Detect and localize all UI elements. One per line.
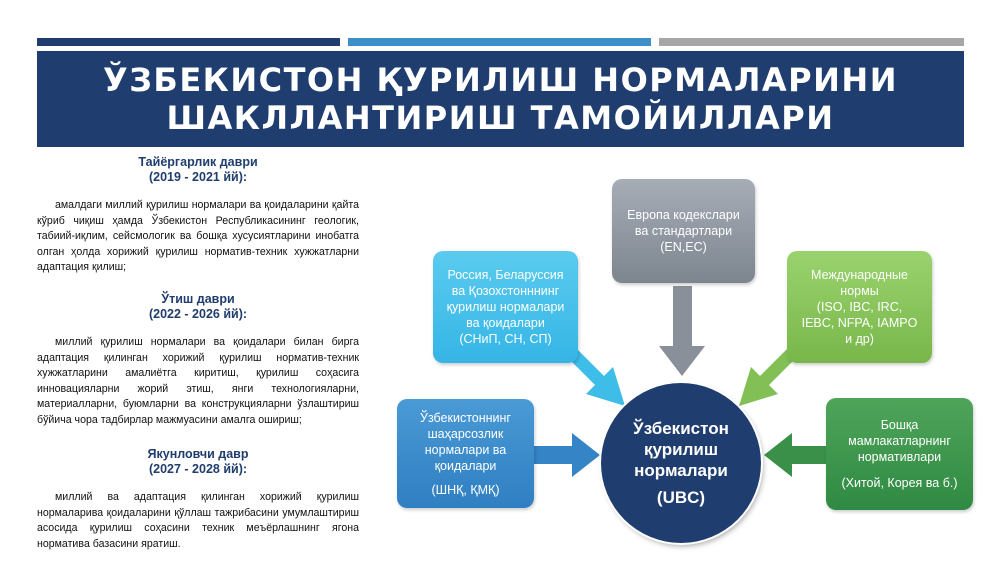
europe-line-2: ва стандартлари xyxy=(634,224,733,238)
source-box-russia xyxy=(433,251,578,363)
russia-line-1: Россия, Беларуссия xyxy=(447,268,564,282)
other-line-2: мамлакатларнинг xyxy=(848,434,951,448)
center-code: (UBC) xyxy=(656,488,706,507)
stage-1-title: Тайёргарлик даври xyxy=(138,155,258,169)
source-box-uzbekistan xyxy=(397,399,534,508)
europe-line-3: (EN,EC) xyxy=(660,240,707,254)
title-line-2: ШАКЛЛАНТИРИШ ТАМОЙИЛЛАРИ xyxy=(166,99,835,137)
intl-line-4: IEBC, NFPA, IAMPO xyxy=(801,316,918,330)
stage-3-period: (2027 - 2028 йй): xyxy=(148,462,248,476)
source-box-europe xyxy=(612,179,755,283)
uzb-line-5: (ШНҚ, ҚМҚ) xyxy=(431,482,500,497)
russia-line-2: ва Қозохстонннинг xyxy=(451,284,560,298)
stage-2-text: миллий қурилиш нормалари ва қоидалари билан бирга адаптация қилинган хорижий қурилиш норматив-техник хужжатларини амалиётга киритиш, қурилиш соҳасига инновацияларни жорий этиш, янги технологияларни, материалларни, буюмларни ва конструкцияларни ўзлаштириш бўйича чора тадбирлар мажмуасини амалга ошириш; xyxy=(37,336,359,426)
russia-line-4: ва қоидалари xyxy=(466,316,545,330)
intl-line-1: Международные xyxy=(811,268,908,282)
uzb-line-1: Ўзбекистоннинг xyxy=(420,410,511,425)
source-box-international xyxy=(787,251,932,363)
other-line-1: Бошқа xyxy=(880,418,919,432)
source-box-other-countries xyxy=(826,398,973,510)
intl-line-5: и др) xyxy=(845,332,874,346)
stage-2-period: (2022 - 2026 йй): xyxy=(148,307,248,321)
stage-1-text: амалдаги миллий қурилиш нормалари ва қоидаларини қайта кўриб чиқиш ҳамда Ўзбекистон Республикасининг геологик, табиий-иқлим, сейсмологик ва бошқа хусусиятларини инобатга олган ҳолда хорижий қурилиш норматив-техник хужжатларни адаптация қилиш; xyxy=(37,199,359,274)
stage-3-text: миллий ва адаптация қилинган хорижий қурилиш нормаларива қоидаларини қўллаш тажрибасини умумлаштириш асосида қурилиш соҳасини техник меъёрлашнинг ягона нормативa базасини яратиш. xyxy=(37,491,359,550)
intl-line-3: (ISO, IBC, IRC, xyxy=(816,300,903,314)
arrow-europe xyxy=(659,286,705,376)
arrow-other xyxy=(764,433,826,477)
stage-2-title: Ўтиш даври xyxy=(161,292,235,306)
other-line-3: нормативлари xyxy=(857,450,942,464)
center-line-3: нормалари xyxy=(634,461,728,480)
arrow-uzb xyxy=(534,433,600,477)
uzb-line-3: нормалари ва xyxy=(424,442,507,457)
center-line-1: Ўзбекистон xyxy=(633,419,729,438)
center-circle-ubc xyxy=(601,383,761,543)
intl-line-2: нормы xyxy=(840,284,879,298)
stage-1-period: (2019 - 2021 йй): xyxy=(148,170,248,184)
uzb-line-4: қоидалари xyxy=(434,458,497,473)
europe-line-1: Европа кодекслари xyxy=(627,208,740,222)
stage-3-title: Якунловчи давр xyxy=(147,447,249,461)
other-line-4: (Хитой, Корея ва б.) xyxy=(841,476,958,490)
center-line-2: қурилиш xyxy=(644,440,718,459)
title-line-1: ЎЗБЕКИСТОН ҚУРИЛИШ НОРМАЛАРИНИ xyxy=(103,61,898,99)
russia-line-5: (СНиП, СН, СП) xyxy=(459,332,552,346)
uzb-line-2: шаҳарсозлик xyxy=(427,426,504,441)
russia-line-3: қурилиш нормалари xyxy=(446,300,565,314)
